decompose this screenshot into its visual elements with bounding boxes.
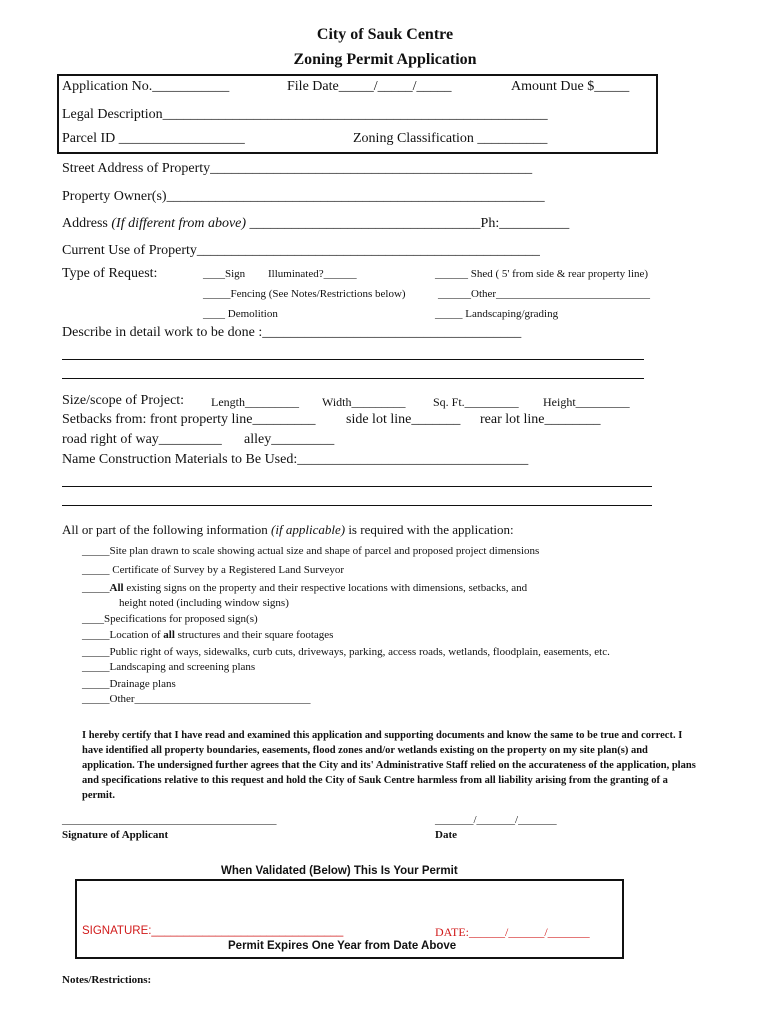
checklist-survey[interactable]: _____ Certificate of Survey by a Registered Land Surveyor: [82, 564, 345, 576]
form-subtitle: Zoning Permit Application: [293, 51, 477, 68]
required-info-intro: All or part of the following information (if applicable) is required with the application:: [62, 522, 514, 537]
describe-work-line-2[interactable]: [62, 378, 644, 379]
checklist-landscaping[interactable]: _____Landscaping and screening plans: [82, 661, 256, 673]
side-setback-field[interactable]: side lot line_______: [346, 412, 461, 427]
property-owner-field[interactable]: Property Owner(s)______________________________________________________: [62, 189, 545, 204]
sign-option[interactable]: ____Sign: [203, 268, 246, 280]
legal-description-field[interactable]: Legal Description_______________________________________________________: [62, 107, 548, 122]
zoning-classification-field[interactable]: Zoning Classification __________: [353, 131, 548, 146]
checklist-sign-specs[interactable]: ____Specifications for proposed sign(s): [82, 613, 258, 625]
describe-work-line-1[interactable]: [62, 359, 644, 360]
permit-date-field[interactable]: DATE:______/______/_______: [435, 925, 590, 939]
applicant-date-line[interactable]: _______/_______/_______: [435, 814, 557, 826]
other-request-option[interactable]: ______Other____________________________: [438, 288, 651, 300]
length-field[interactable]: Length_________: [211, 395, 299, 409]
amount-due-field[interactable]: Amount Due $_____: [511, 79, 630, 94]
address-label: Address: [62, 216, 112, 231]
application-no-field[interactable]: Application No.___________: [62, 79, 230, 94]
sq-ft-field[interactable]: Sq. Ft._________: [433, 395, 519, 409]
checklist-existing-signs-cont: height noted (including window signs): [119, 597, 289, 609]
applicant-signature-label: Signature of Applicant: [62, 829, 169, 841]
current-use-field[interactable]: Current Use of Property_________________________________________________: [62, 243, 540, 258]
street-address-field[interactable]: Street Address of Property______________________________________________: [62, 161, 533, 176]
describe-work-field[interactable]: Describe in detail work to be done :_____________________________________: [62, 325, 522, 340]
illuminated-field[interactable]: Illuminated?______: [268, 268, 357, 280]
type-of-request-label: Type of Request:: [62, 266, 158, 281]
checklist-existing-signs[interactable]: _____All existing signs on the property and their respective locations with dimensions, setbacks, and: [82, 582, 528, 594]
front-setback-field[interactable]: Setbacks from: front property line_________: [62, 412, 316, 427]
applicant-signature-line[interactable]: _______________________________________: [62, 814, 277, 826]
checklist-drainage[interactable]: _____Drainage plans: [82, 678, 176, 690]
rear-setback-field[interactable]: rear lot line________: [480, 412, 601, 427]
materials-line-1[interactable]: [62, 486, 652, 487]
owner-address-field[interactable]: [62, 216, 569, 232]
shed-option[interactable]: ______ Shed ( 5' from side & rear property line): [435, 268, 649, 280]
form-title: City of Sauk Centre: [316, 26, 454, 43]
file-date-field[interactable]: File Date_____/_____/_____: [287, 79, 452, 94]
demolition-option[interactable]: ____ Demolition: [203, 308, 278, 320]
landscaping-option[interactable]: _____ Landscaping/grading: [435, 308, 559, 320]
parcel-id-field[interactable]: Parcel ID __________________: [62, 131, 245, 146]
certification-statement: I hereby certify that I have read and examined this application and supporting documents and know the same to be true and correct. I have identified all property boundaries, easements, flood zones and/or wetlands existing on the property on my site plan(s) and application. The undersigned further agrees that the City and its' Administrative Staff relied on the accurateness of the application, plans and specifications relative to this request and hold the City of Sauk Centre harmless from all liability arising from the granting of a permit.: [82, 730, 696, 801]
permit-signature-field[interactable]: SIGNATURE:______________________________: [82, 925, 344, 937]
permit-heading: When Validated (Below) This Is Your Permit: [221, 865, 458, 877]
address-note: (If different from above): [111, 216, 247, 231]
size-scope-label: Size/scope of Project:: [62, 393, 185, 408]
road-right-of-way-field[interactable]: road right of way_________: [62, 432, 222, 447]
materials-line-2[interactable]: [62, 505, 652, 506]
checklist-right-of-ways[interactable]: _____Public right of ways, sidewalks, curb cuts, driveways, parking, access roads, wetlands, floodplain, easements, etc.: [82, 646, 610, 658]
construction-materials-field[interactable]: Name Construction Materials to Be Used:_________________________________: [62, 452, 529, 467]
permit-expiration-note: Permit Expires One Year from Date Above: [228, 940, 457, 952]
notes-restrictions-label: Notes/Restrictions:: [62, 974, 152, 986]
height-field[interactable]: Height_________: [543, 395, 630, 409]
width-field[interactable]: Width_________: [322, 395, 406, 409]
fencing-option[interactable]: _____Fencing (See Notes/Restrictions below): [203, 288, 406, 300]
alley-field[interactable]: alley_________: [244, 432, 335, 447]
checklist-structures[interactable]: _____Location of all structures and their square footages: [82, 629, 334, 641]
address-blank: _________________________________Ph:__________: [246, 216, 570, 231]
applicant-date-label: Date: [435, 829, 457, 841]
checklist-other[interactable]: _____Other________________________________: [82, 693, 311, 705]
checklist-site-plan[interactable]: _____Site plan drawn to scale showing actual size and shape of parcel and proposed project dimensions: [82, 545, 540, 557]
